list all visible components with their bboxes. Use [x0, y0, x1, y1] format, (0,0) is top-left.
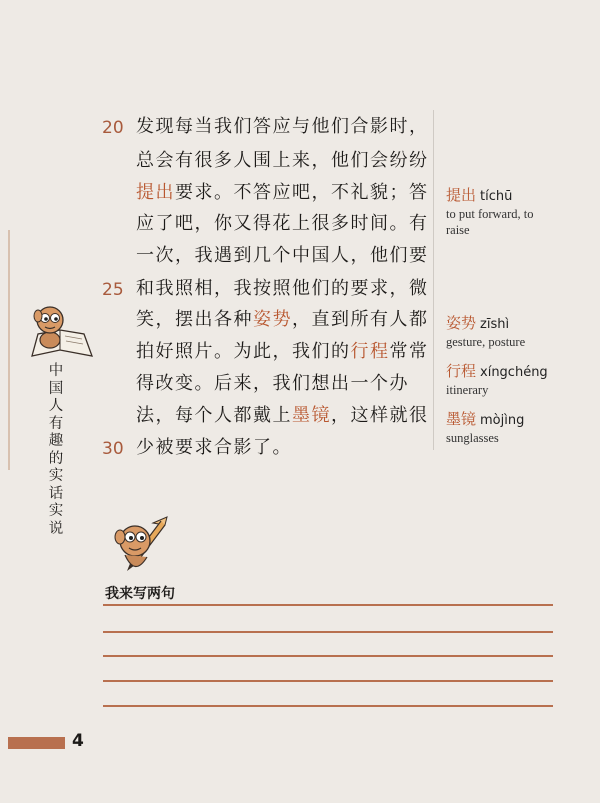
text-line: 提出要求。不答应吧，不礼貌；答	[136, 182, 429, 203]
glossary-pinyin: tíchū	[480, 189, 513, 204]
line-number: 20	[102, 118, 124, 138]
text-line: 得改变。后来，我们想出一个办	[136, 373, 409, 394]
vocab-highlight: 姿势	[253, 309, 292, 330]
glossary-entry	[446, 184, 596, 238]
text-line: 发现每当我们答应与他们合影时，	[136, 116, 429, 137]
text-line: 和我照相，我按照他们的要求，微	[136, 278, 429, 299]
text-line: 总会有很多人围上来，他们会纷纷	[136, 150, 429, 171]
glossary-entry	[446, 312, 596, 351]
text-line: 笑，摆出各种姿势，直到所有人都	[136, 309, 429, 330]
glossary-hanzi: 姿势	[446, 314, 477, 332]
text-line: 一次，我遇到几个中国人，他们要	[136, 245, 429, 266]
vocab-highlight: 行程	[350, 341, 390, 362]
page-number: 4	[72, 731, 84, 751]
glossary-pinyin: zīshì	[480, 317, 510, 332]
glossary-pinyin: mòjìng	[480, 413, 525, 428]
mascot-writing-icon	[105, 515, 175, 585]
glossary-english: to put forward, to raise	[446, 207, 534, 237]
glossary-divider	[433, 110, 434, 450]
vocab-highlight: 提出	[136, 182, 175, 203]
writing-line[interactable]	[103, 631, 553, 633]
glossary-english: gesture, posture	[446, 335, 526, 349]
writing-line[interactable]	[103, 604, 553, 606]
glossary-hanzi: 墨镜	[446, 410, 477, 428]
writing-line[interactable]	[103, 680, 553, 682]
glossary-english: sunglasses	[446, 431, 499, 445]
vocab-highlight: 墨镜	[292, 405, 331, 426]
writing-line[interactable]	[103, 655, 553, 657]
writing-line[interactable]	[103, 705, 553, 707]
line-number: 30	[102, 439, 124, 459]
line-number: 25	[102, 280, 124, 300]
text-line: 少被要求合影了。	[136, 437, 292, 458]
text-line: 法，每个人都戴上墨镜，这样就很	[136, 405, 429, 426]
side-title: 中 国 人 有 趣 的 实 话 实 说	[48, 363, 64, 537]
glossary-hanzi: 行程	[446, 362, 477, 380]
glossary-hanzi: 提出	[446, 186, 477, 204]
glossary-english: itinerary	[446, 383, 489, 397]
text-line: 拍好照片。为此，我们的行程常常	[136, 341, 429, 362]
glossary-entry	[446, 360, 596, 399]
mascot-reading-icon	[20, 300, 110, 362]
writing-section-title: 我来写两句	[105, 586, 175, 602]
glossary-entry	[446, 408, 596, 447]
footer-accent-bar	[8, 737, 65, 749]
text-line: 应了吧，你又得花上很多时间。有	[136, 213, 429, 234]
gutter-line	[8, 230, 10, 470]
glossary-pinyin: xíngchéng	[480, 365, 548, 380]
